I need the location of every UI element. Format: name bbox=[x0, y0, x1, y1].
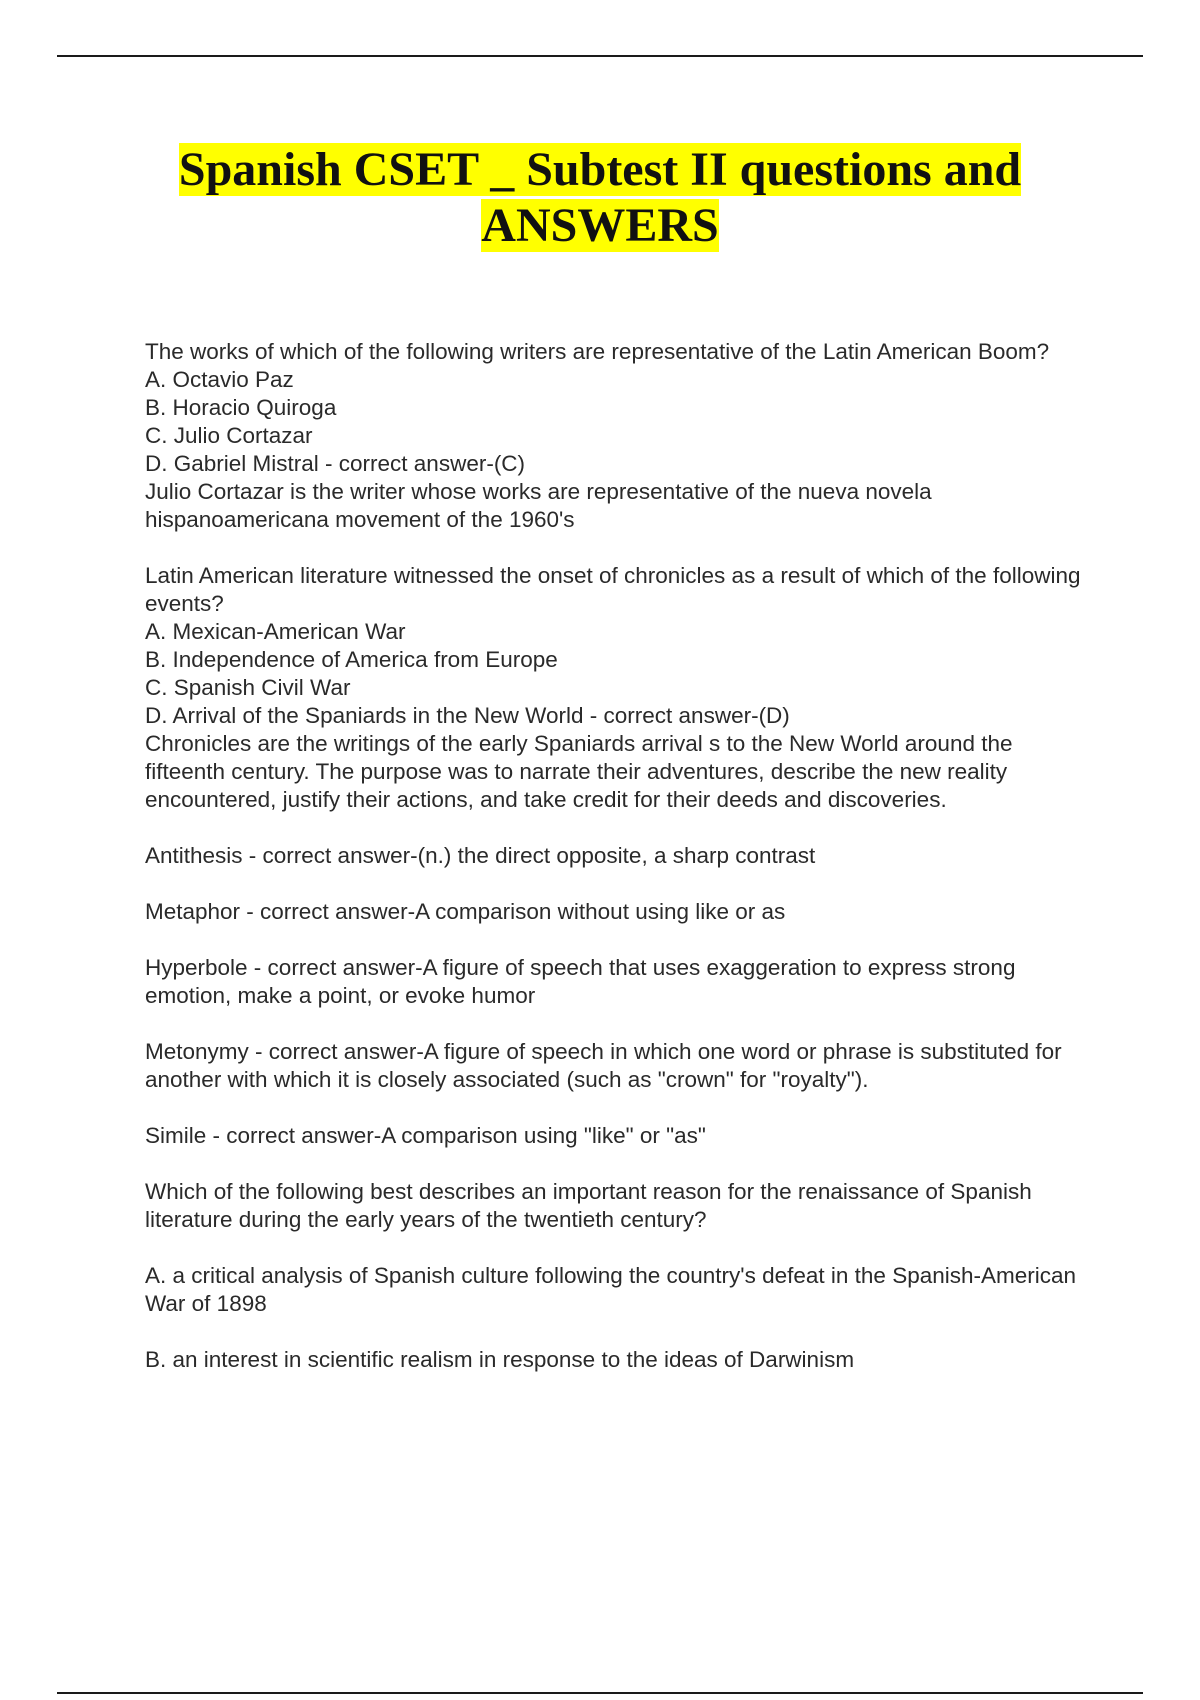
bottom-rule bbox=[57, 1692, 1143, 1694]
term-metaphor: Metaphor - correct answer-A comparison without using like or as bbox=[145, 899, 786, 924]
question-1-option-c: C. Julio Cortazar bbox=[145, 423, 313, 448]
question-3-option-a: A. a critical analysis of Spanish culture following the country's defeat in the Spanish-American War of 1898 bbox=[145, 1263, 1077, 1316]
question-1-text: The works of which of the following writers are representative of the Latin American Boom? bbox=[145, 339, 1050, 364]
document-body bbox=[145, 338, 1090, 1402]
top-rule bbox=[57, 55, 1143, 57]
title-line-2: ANSWERS bbox=[481, 199, 719, 252]
question-block-1 bbox=[145, 338, 1090, 534]
question-1-explanation: Julio Cortazar is the writer whose works are representative of the nueva novela hispanoamericana movement of the 1960's bbox=[145, 479, 932, 532]
term-metonymy: Metonymy - correct answer-A figure of speech in which one word or phrase is substituted for another with which it is closely associated (such as "crown" for "royalty"). bbox=[145, 1039, 1062, 1092]
document-title bbox=[100, 142, 1100, 254]
question-1-option-d: D. Gabriel Mistral - correct answer-(C) bbox=[145, 451, 526, 476]
term-simile: Simile - correct answer-A comparison using "like" or "as" bbox=[145, 1123, 706, 1148]
question-2-option-c: C. Spanish Civil War bbox=[145, 675, 351, 700]
question-block-2 bbox=[145, 562, 1090, 814]
question-1-option-b: B. Horacio Quiroga bbox=[145, 395, 337, 420]
question-2-text: Latin American literature witnessed the onset of chronicles as a result of which of the following events? bbox=[145, 563, 1081, 616]
question-1-option-a: A. Octavio Paz bbox=[145, 367, 294, 392]
title-line-1: Spanish CSET _ Subtest II questions and bbox=[178, 143, 1022, 196]
question-2-option-d: D. Arrival of the Spaniards in the New World - correct answer-(D) bbox=[145, 703, 790, 728]
question-2-option-b: B. Independence of America from Europe bbox=[145, 647, 558, 672]
term-hyperbole: Hyperbole - correct answer-A figure of speech that uses exaggeration to express strong emotion, make a point, or evoke humor bbox=[145, 955, 1016, 1008]
question-2-option-a: A. Mexican-American War bbox=[145, 619, 406, 644]
question-3-option-b: B. an interest in scientific realism in response to the ideas of Darwinism bbox=[145, 1347, 855, 1372]
question-3-text: Which of the following best describes an important reason for the renaissance of Spanish literature during the early years of the twentieth century? bbox=[145, 1179, 1032, 1232]
question-2-explanation: Chronicles are the writings of the early Spaniards arrival s to the New World around the fifteenth century. The purpose was to narrate their adventures, describe the new reality encountered, justify their actions, and take credit for their deeds and discoveries. bbox=[145, 731, 1013, 812]
term-antithesis: Antithesis - correct answer-(n.) the direct opposite, a sharp contrast bbox=[145, 843, 816, 868]
